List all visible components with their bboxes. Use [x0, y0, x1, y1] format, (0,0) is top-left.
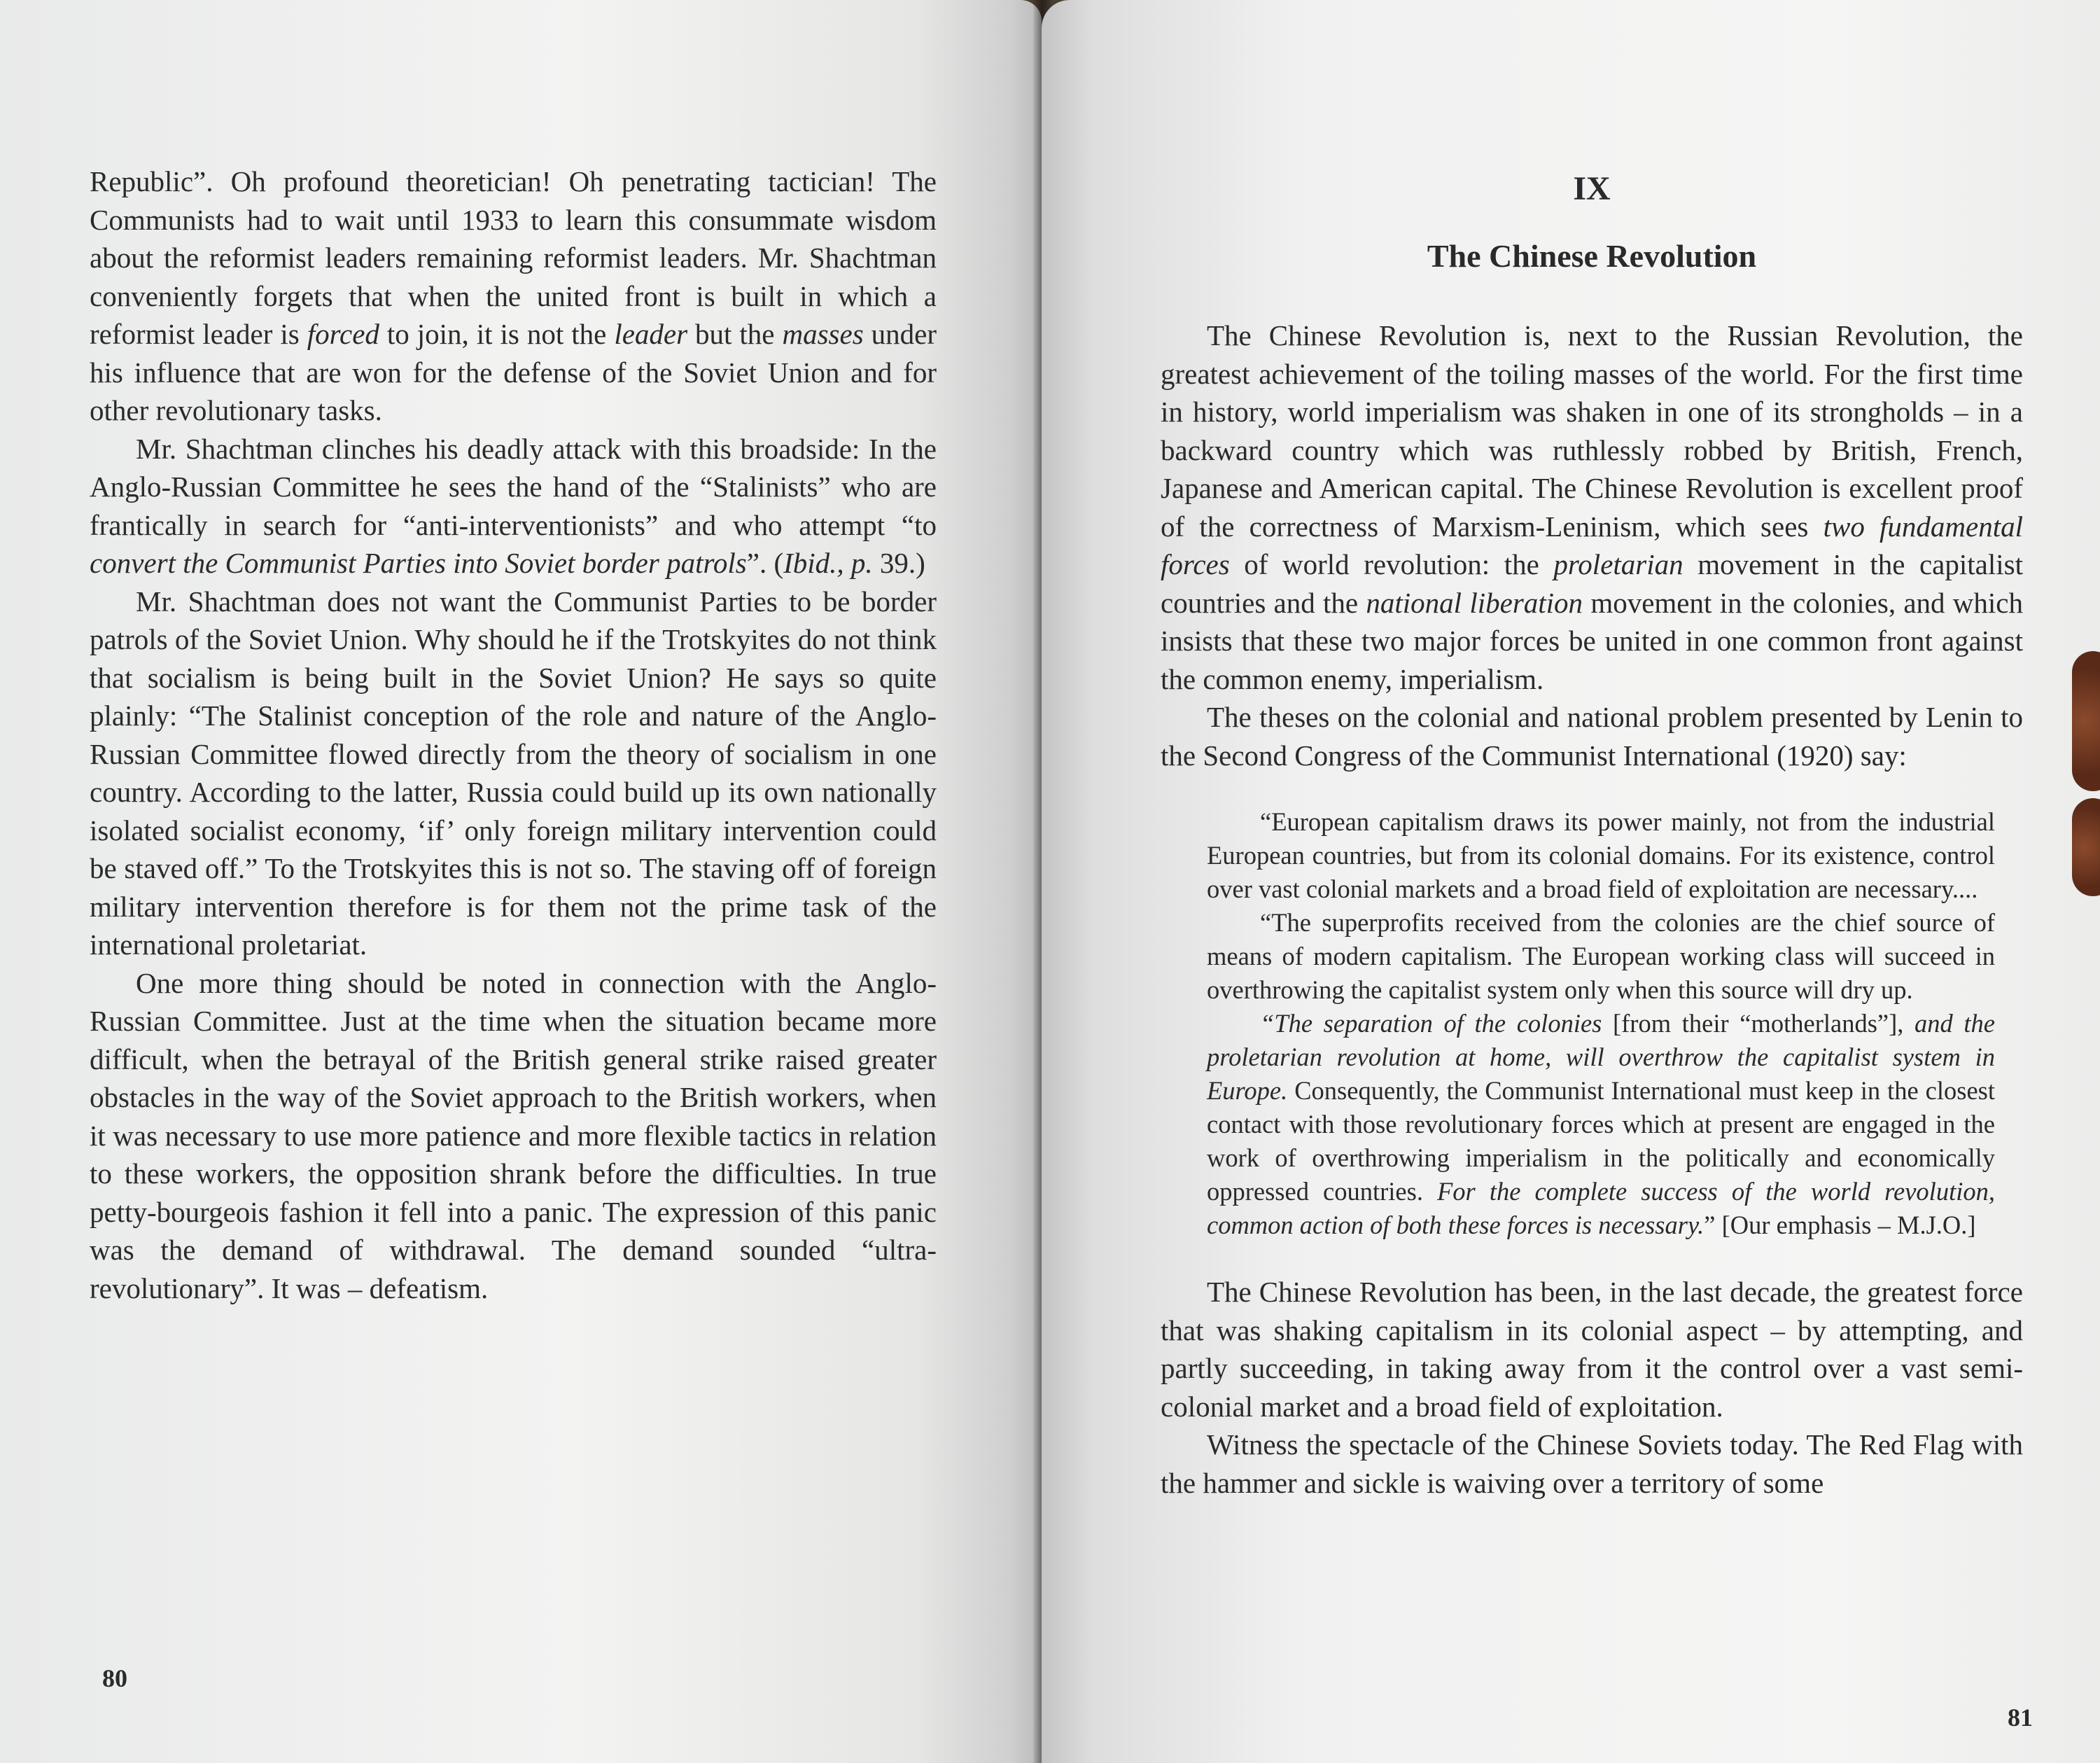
italic-text: forced: [307, 318, 379, 350]
text-run: movement in the capitalist countries and the: [1161, 548, 2023, 619]
text-run: The Chinese Revolution is, next to the Russian Revolution, the greatest achievement of the toiling masses of the world. For the first time in history, world imperialism was shaken in one of its strongholds – in a backward country which was ruthlessly robbed by British, French, Japanese and American capital. The Chinese Revolution is excellent proof of the correctness of Marxism-Leninism, which sees: [1161, 319, 2023, 543]
text-run: Mr. Shachtman clinches his deadly attack with this broadside: In the Anglo-Russian Committee he sees the hand of the “Stalinists” who are frantically in search for “anti-interventionists” and who attempt “to: [90, 432, 937, 541]
text-run: [from their “motherlands”],: [1602, 1009, 1915, 1038]
text-run: of world revolution: the: [1229, 548, 1554, 580]
left-page: [0, 0, 1042, 1763]
text-run: Witness the spectacle of the Chinese Soviets today. The Red Flag with the hammer and sickle is waiving over a territory of some: [1161, 1428, 2023, 1499]
text-run: Republic”. Oh profound theoretician! Oh penetrating tactician! The Communists had to wait until 1933 to learn this consummate wisdom about the reformist leaders remaining reformist leaders. Mr. Shachtman conveniently forgets that when the united front is built in which a reformist leader is: [90, 165, 937, 350]
paragraph: [90, 162, 937, 430]
italic-text: convert the Communist Parties into Soviet border patrols: [90, 547, 747, 579]
text-run: “European capitalism draws its power mainly, not from the industrial European countries, but from its colonial domains. For its existence, control over vast colonial markets and a broad field of exploitation are necessary....: [1207, 807, 1995, 903]
italic-text: national liberation: [1366, 586, 1583, 619]
text-run: One more thing should be noted in connection with the Anglo-Russian Committee. Just at the time when the situation became more difficult, when the betrayal of the British general strike raised greater obstacles in the way of the Soviet approach to the British workers, when it was necessary to use more patience and more flexible tactics in relation to these workers, the opposition shrank before the difficulties. In true petty-bourgeois fashion it fell into a panic. The expression of this panic was the demand of withdrawal. The demand sounded “ultra-revolutionary”. It was – defeatism.: [90, 966, 937, 1304]
paragraph: [1207, 906, 1995, 1007]
right-page-body-after: [1161, 1273, 2023, 1502]
text-run: to join, it is not the: [379, 318, 615, 350]
italic-text: For the complete success of the world revolution, common action of both these forces is necessary.: [1207, 1177, 1995, 1239]
chapter-title: The Chinese Revolution: [1427, 238, 1757, 274]
text-run: The Chinese Revolution has been, in the last decade, the greatest force that was shaking capitalism in its colonial aspect – by attempting, and partly succeeding, in taking away from it the control over a vast semi-colonial market and a broad field of exploitation.: [1161, 1276, 2023, 1423]
italic-text: and the proletarian revolution at home, will overthrow the capitalist system in Europe.: [1207, 1009, 1995, 1105]
paragraph: [90, 583, 937, 964]
right-page-body-before: [1161, 316, 2023, 774]
paragraph: [1207, 1007, 1995, 1242]
right-page: [1042, 0, 2100, 1763]
block-quote: [1207, 805, 1995, 1242]
paragraph: [90, 430, 937, 583]
thumb-lower: [2072, 798, 2100, 896]
paragraph: [1161, 1273, 2023, 1426]
thumb-upper: [2072, 651, 2100, 791]
page-number-right: 81: [2008, 1703, 2033, 1731]
paragraph: [90, 964, 937, 1308]
paragraph: [1161, 1426, 2023, 1502]
paragraph: [1161, 698, 2023, 774]
left-page-body: [90, 162, 937, 1307]
paragraph: [1207, 805, 1995, 906]
text-run: under his influence that are won for the defense of the Soviet Union and for other revolutionary tasks.: [90, 318, 937, 426]
italic-text: two fundamental forces: [1161, 510, 2024, 580]
text-run: movement in the colonies, and which insists that these two major forces be united in one common front against the common enemy, imperialism.: [1161, 586, 2024, 695]
paragraph: [1161, 316, 2023, 698]
italic-text: “The separation of the colonies: [1260, 1009, 1602, 1038]
italic-text: proletarian: [1553, 548, 1684, 580]
text-run: The theses on the colonial and national problem presented by Lenin to the Second Congress of the Communist International (1920) say:: [1161, 701, 2023, 772]
text-run: Mr. Shachtman does not want the Communist Parties to be border patrols of the Soviet Union. Why should he if the Trotskyites do not think that socialism is being built in the Soviet Union? He says so quite plainly: “The Stalinist conception of the role and nature of the Anglo-Russian Committee flowed directly from the theory of socialism in one country. According to the latter, Russia could build up its own nationally isolated socialist economy, ‘if’ only foreign military intervention could be staved off.” To the Trotskyites this is not so. The staving off of foreign military intervention therefore is for them not the prime task of the international proletariat.: [90, 585, 937, 961]
italic-text: masses: [782, 318, 864, 350]
text-run: Consequently, the Communist International must keep in the closest contact with those revolutionary forces which at present are engaged in the work of overthrowing imperialism in the politically and economically oppressed countries.: [1207, 1076, 1995, 1206]
text-run: but the: [687, 318, 783, 350]
chapter-number: IX: [1573, 170, 1611, 207]
text-run: 39.): [872, 547, 925, 579]
text-run: “The superprofits received from the colonies are the chief source of means of modern capitalism. The European working class will succeed in overthrowing the capitalist system only when this source will dry up.: [1207, 908, 1995, 1004]
text-run: ” [Our emphasis – M.J.O.]: [1704, 1211, 1976, 1239]
italic-text: leader: [614, 318, 688, 350]
page-number-left: 80: [102, 1664, 127, 1692]
italic-text: Ibid., p.: [783, 547, 873, 579]
text-run: ”. (: [746, 547, 784, 579]
